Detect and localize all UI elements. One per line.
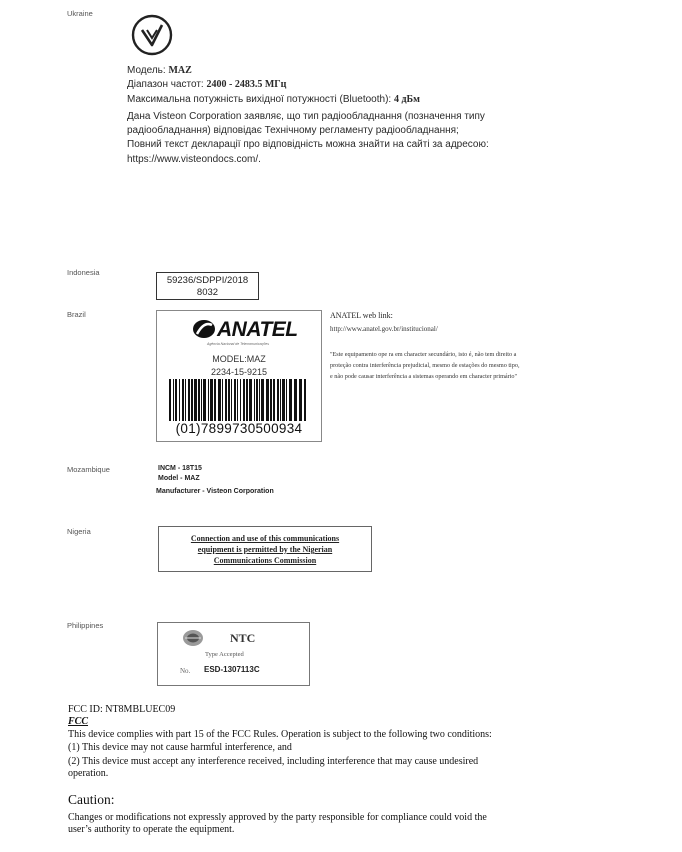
ukraine-frequency-value: 2400 - 2483.5 МГц (206, 79, 287, 90)
fcc-compliance-statement: This device complies with part 15 of the FCC Rules. Operation is subject to the following two conditions: (68, 729, 492, 740)
country-label-indonesia: Indonesia (67, 268, 100, 277)
fcc-condition-2 (68, 756, 478, 781)
barcode-bar (243, 379, 245, 421)
barcode-bar (182, 379, 184, 421)
nigeria-ncc-notice-box (158, 526, 372, 572)
barcode-bar (299, 379, 302, 421)
ukraine-frequency-label: Діапазон частот: (127, 79, 207, 90)
barcode-bar (194, 379, 197, 421)
ukraine-power (127, 94, 420, 107)
barcode-bar (222, 379, 223, 421)
ntc-number-label: No. (180, 667, 191, 675)
anatel-agency-tagline: Agência Nacional de Telecomunicações (207, 342, 269, 346)
anatel-label-box (156, 310, 322, 442)
indonesia-certificate-number: 59236/SDPPI/2018 (166, 275, 249, 286)
barcode-bar (280, 379, 281, 421)
barcode-bar (237, 379, 238, 421)
barcode-bar (179, 379, 180, 421)
barcode-bar (214, 379, 216, 421)
caution-text-line-2: user’s authority to operate the equipment. (68, 824, 235, 836)
barcode-bar (169, 379, 171, 421)
ukraine-power-label: Максимальна потужність вихідної потужності (Bluetooth): (127, 94, 394, 105)
fcc-condition-2-line-1: (2) This device must accept any interference received, including interference that may cause undesired (68, 756, 479, 767)
anatel-web-link-url[interactable]: http://www.anatel.gov.br/institucional/ (330, 325, 438, 333)
barcode-bar (304, 379, 306, 421)
barcode-bar (282, 379, 285, 421)
nigeria-notice-line-2: equipment is permitted by the Nigerian (197, 545, 333, 554)
country-label-mozambique: Mozambique (67, 465, 110, 474)
ntc-emblem-icon (182, 629, 204, 647)
ukraine-frequency (127, 79, 286, 92)
mozambique-manufacturer: Manufacturer - Visteon Corporation (156, 488, 274, 495)
country-label-ukraine: Ukraine (67, 9, 93, 18)
barcode-bar (228, 379, 230, 421)
fcc-condition-1: (1) This device may not cause harmful interference, and (68, 742, 292, 753)
barcode-bar (225, 379, 227, 421)
barcode-bar (210, 379, 213, 421)
barcode-bar (246, 379, 248, 421)
fcc-heading: FCC (68, 716, 89, 727)
caution-heading: Caution: (68, 792, 115, 807)
fcc-id: FCC ID: NT8MBLUEC09 (68, 704, 176, 715)
barcode-bar (289, 379, 292, 421)
ntc-number-value: ESD-1307113C (204, 665, 260, 674)
ukraine-declaration-line-3: Повний текст декларації про відповідність можна знайти на сайті за адресою: (127, 139, 489, 150)
anatel-certificate-number: 2234-15-9215 (210, 367, 268, 377)
barcode-bar (254, 379, 255, 421)
barcode-bar (273, 379, 275, 421)
barcode-bar (277, 379, 279, 421)
indonesia-plg-id: 8032 (196, 287, 219, 298)
barcode-bar (234, 379, 236, 421)
barcode-bar (231, 379, 232, 421)
mozambique-model: Model - MAZ (158, 475, 200, 482)
anatel-notice-line-2: proteção contra interferência prejudicial, mesmo de estações do mesmo tipo, (330, 362, 520, 369)
ukraine-model-label: Модель: (127, 65, 169, 76)
nigeria-notice-line-3: Communications Commission (213, 556, 317, 565)
caution-text-line-1: Changes or modifications not expressly approved by the party responsible for compliance could void the (68, 812, 487, 823)
nigeria-notice-line-1: Connection and use of this communications (190, 534, 340, 543)
barcode-bar (191, 379, 193, 421)
barcode-bar (294, 379, 297, 421)
barcode-bar (261, 379, 264, 421)
country-label-philippines: Philippines (67, 621, 104, 630)
barcode-bar (175, 379, 177, 421)
anatel-logo-icon (191, 319, 217, 339)
barcode-bar (270, 379, 272, 421)
caution-text (68, 812, 487, 837)
barcode-bar (188, 379, 190, 421)
anatel-barcode (167, 379, 311, 421)
barcode-bar (185, 379, 186, 421)
barcode-bar (240, 379, 241, 421)
ntc-label-box (157, 622, 310, 686)
ukraine-power-value: 4 дБм (393, 94, 420, 105)
mozambique-incm: INCM - 18T15 (158, 465, 202, 472)
barcode-bar (218, 379, 221, 421)
barcode-bar (201, 379, 202, 421)
anatel-notice-line-1: "Este equipamento ope ra em character secundário, isto é, não tem direito a (330, 351, 517, 358)
anatel-model: MODEL:MAZ (212, 354, 266, 364)
anatel-web-link-title: ANATEL web link: (330, 311, 393, 320)
ntc-logo-text: NTC (230, 631, 256, 645)
barcode-bar (249, 379, 252, 421)
barcode-bar (208, 379, 209, 421)
ukraine-declaration-line-2: радіообладнання) відповідає Технічному регламенту радіообладнання; (127, 125, 459, 136)
ukraine-model-value: MAZ (168, 65, 192, 76)
anatel-barcode-number: (01)7899730500934 (175, 421, 303, 436)
barcode-bar (198, 379, 200, 421)
country-label-brazil: Brazil (67, 310, 86, 319)
ukraine-declaration-url: https://www.visteondocs.com/. (127, 154, 261, 165)
anatel-notice (330, 349, 520, 382)
ukraine-model (127, 65, 192, 78)
anatel-logo-text: ANATEL (217, 318, 298, 341)
barcode-bar (266, 379, 269, 421)
ntc-type-accepted: Type Accepted (205, 651, 244, 658)
country-label-nigeria: Nigeria (67, 527, 91, 536)
ukraine-conformity-mark-icon (130, 13, 174, 57)
barcode-bar (173, 379, 174, 421)
barcode-bar (259, 379, 260, 421)
ukraine-declaration-line-1: Дана Visteon Corporation заявляє, що тип радіообладнання (позначення типу (127, 111, 485, 122)
indonesia-certificate-box (156, 272, 259, 300)
barcode-bar (256, 379, 258, 421)
anatel-notice-line-3: e não pode causar interferência a sistemas operando em character primário" (330, 373, 518, 380)
fcc-condition-2-line-2: operation. (68, 768, 109, 780)
barcode-bar (286, 379, 287, 421)
barcode-bar (203, 379, 206, 421)
